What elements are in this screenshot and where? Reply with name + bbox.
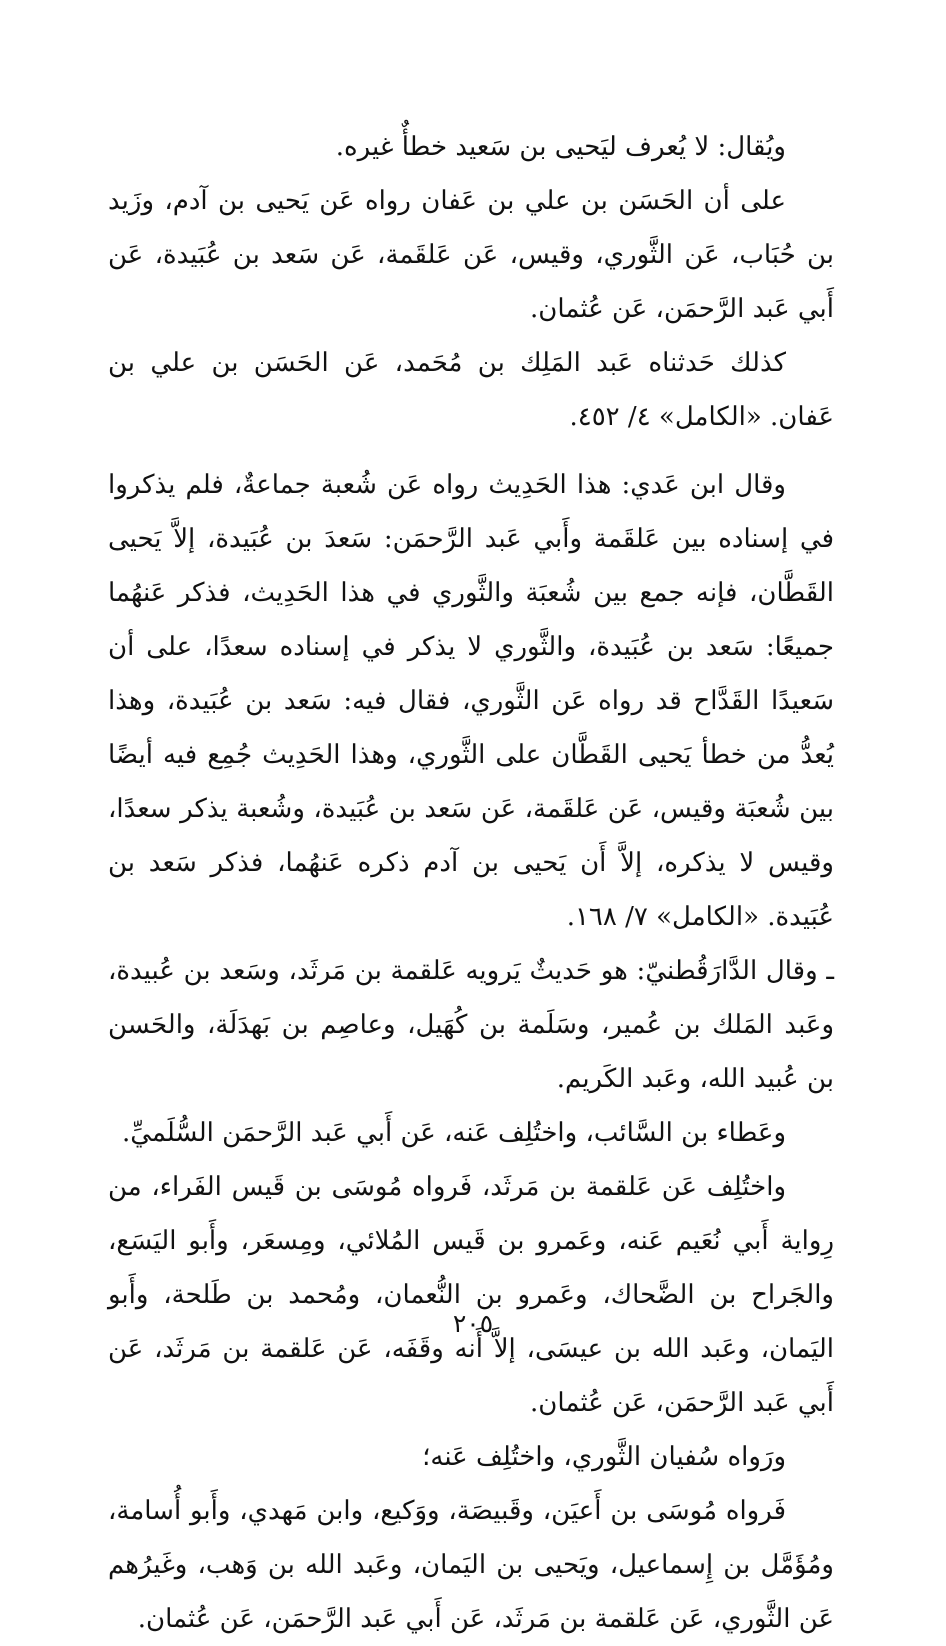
paragraph-6: وعَطاء بن السَّائب، واختُلِف عَنه، عَن أَبي عَبد الرَّحمَن السُّلَميِّ. bbox=[121, 1118, 786, 1148]
paragraph-1: ويُقال: لا يُعرف ليَحيى بن سَعيد خطأٌ غيره. bbox=[335, 132, 786, 162]
page-number: ٢٠٥ bbox=[452, 1309, 494, 1338]
paragraph-2: على أن الحَسَن بن علي بن عَفان رواه عَن يَحيى بن آدم، وزَيد بن حُبَاب، عَن الثَّوري، وقيس، عَن عَلقَمة، عَن سَعد بن عُبَيدة، عَن أَبي عَبد الرَّحمَن، عَن عُثمان. bbox=[108, 186, 834, 324]
paragraph-7: واختُلِف عَن عَلقمة بن مَرثَد، فَرواه مُوسَى بن قَيس الفَراء، من رِواية أَبي نُعَيم عَنه، وعَمرو بن قَيس المُلائي، ومِسعَر، وأَبو اليَسَع، والجَراح بن الضَّحاك، وعَمرو بن النُّعمان، ومُحمد بن طَلحة، وأَبو اليَمان، وعَبد الله بن عيسَى، إلاَّ أَنه وقَفَه، عَن عَلقمة بن مَرثَد، عَن أَبي عَبد الرَّحمَن، عَن عُثمان. bbox=[108, 1172, 834, 1418]
paragraph-8: ورَواه سُفيان الثَّوري، واختُلِف عَنه؛ bbox=[422, 1442, 786, 1472]
paragraph-3: كذلك حَدثناه عَبد المَلِك بن مُحَمد، عَن الحَسَن بن علي بن عَفان. «الكامل» ٤/ ٤٥٢. bbox=[108, 348, 834, 432]
page-body bbox=[108, 120, 834, 1646]
paragraph-4: وقال ابن عَدي: هذا الحَدِيث رواه عَن شُعبة جماعةٌ، فلم يذكروا في إسناده بين عَلقَمة وأَبي عَبد الرَّحمَن: سَعدَ بن عُبَيدة، إلاَّ يَحيى القَطَّان، فإنه جمع بين شُعبَة والثَّوري في هذا الحَدِيث، فذكر عَنهُما جميعًا: سَعد بن عُبَيدة، والثَّوري لا يذكر في إسناده سعدًا، على أن سَعيدًا القَدَّاح قد رواه عَن الثَّوري، فقال فيه: سَعد بن عُبَيدة، وهذا يُعدُّ من خطأ يَحيى القَطَّان على الثَّوري، وهذا الحَدِيث جُمِع فيه أيضًا بين شُعبَة وقيس، عَن عَلقَمة، عَن سَعد بن عُبَيدة، وشُعبة يذكر سعدًا، وقيس لا يذكره، إلاَّ أَن يَحيى بن آدم ذكره عَنهُما، فذكر سَعد بن عُبَيدة. «الكامل» ٧/ ١٦٨. bbox=[108, 470, 834, 932]
paragraph-5: ـ وقال الدَّارَقُطنيّ: هو حَديثٌ يَرويه عَلقمة بن مَرثَد، وسَعد بن عُبيدة، وعَبد المَلك بن عُمير، وسَلَمة بن كُهَيل، وعاصِم بن بَهدَلَة، والحَسن بن عُبيد الله، وعَبد الكَريم. bbox=[108, 956, 834, 1094]
paragraph-9: فَرواه مُوسَى بن أَعيَن، وقَبيصَة، ووَكيع، وابن مَهدي، وأَبو أُسامة، ومُؤَمَّل بن إِسماعيل، ويَحيى بن اليَمان، وعَبد الله بن وَهب، وغَيرُهم عَن الثَّوري، عَن عَلقمة بن مَرثَد، عَن أَبي عَبد الرَّحمَن، عَن عُثمان. bbox=[108, 1496, 834, 1634]
